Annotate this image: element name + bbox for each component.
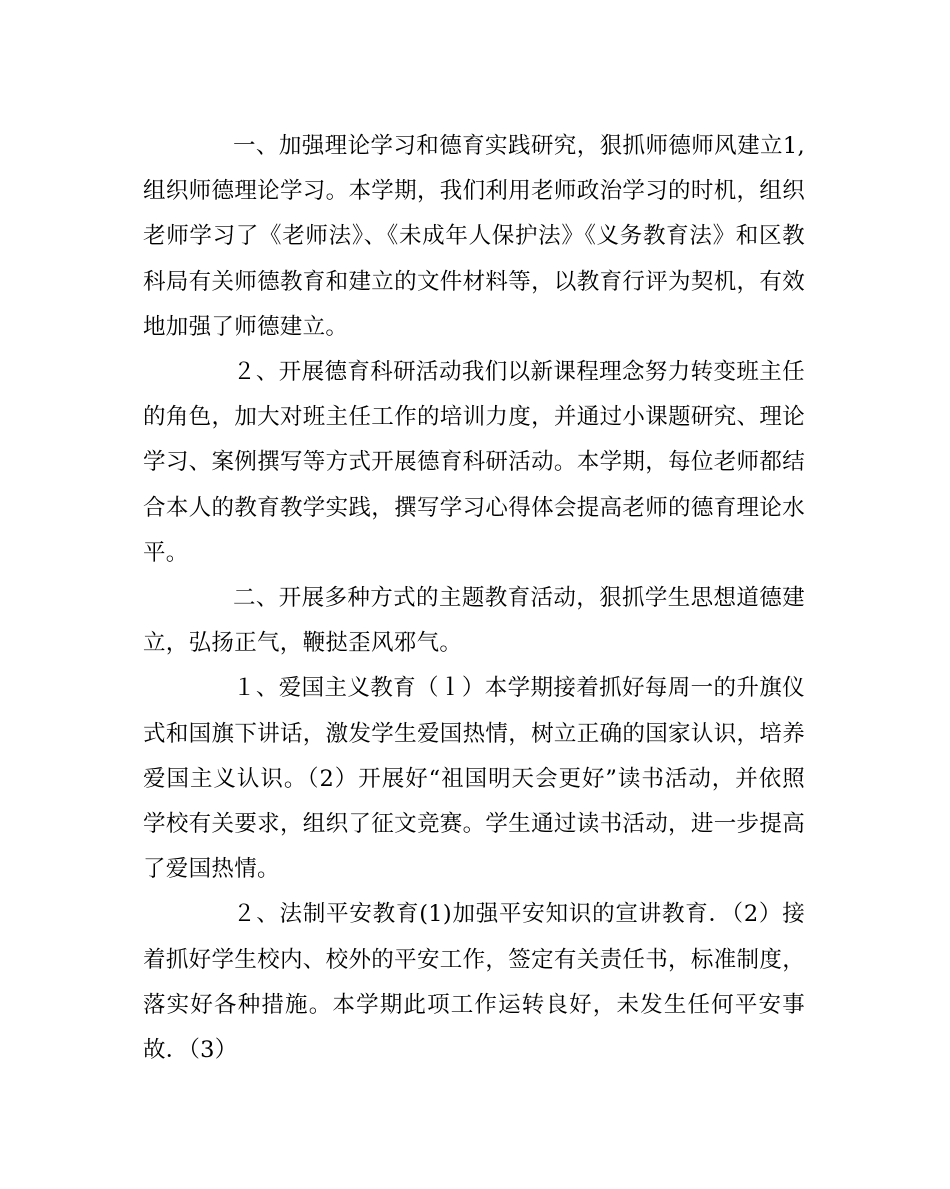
paragraph-4: １、爱国主义教育（ｌ）本学期接着抓好每周一的升旗仪式和国旗下讲话，激发学生爱国热情，树立正确的国家认识，培养爱国主义认识。（2）开展好“祖国明天会更好”读书活动，并依照学校有关要求，组织了征文竞赛。学生通过读书活动，进一步提高了爱国热情。 — [143, 675, 805, 883]
paragraph-2: ２、开展德育科研活动我们以新课程理念努力转变班主任的角色，加大对班主任工作的培训力度，并通过小课题研究、理论学习、案例撰写等方式开展德育科研活动。本学期，每位老师都结合本人的教育教学实践，撰写学习心得体会提高老师的德育理论水平。 — [143, 359, 805, 566]
paragraph-1: 一、加强理论学习和德育实践研究，狠抓师德师风建立1,组织师德理论学习。本学期，我们利用老师政治学习的时机，组织老师学习了《老师法》、《未成年人保护法》《义务教育法》和区教科局有关师德教育和建立的文件材料等，以教育行评为契机，有效地加强了师德建立。 — [143, 133, 805, 340]
paragraph-3: 二、开展多种方式的主题教育活动，狠抓学生思想道德建立，弘扬正气，鞭挞歪风邪气。 — [143, 585, 805, 657]
paragraph-5: ２、法制平安教育(1)加强平安知识的宣讲教育．（2）接着抓好学生校内、校外的平安工作，签定有关责任书，标准制度，落实好各种措施。本学期此项工作运转良好，未发生任何平安事故．（3） — [143, 901, 805, 1064]
document-body — [143, 124, 805, 1073]
